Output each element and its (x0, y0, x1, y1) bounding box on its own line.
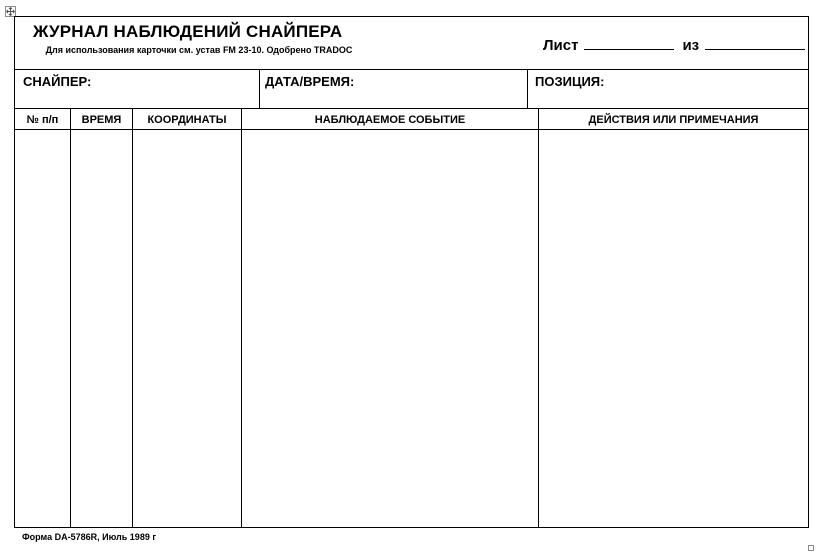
sheet-number (543, 35, 805, 54)
column-divider (70, 108, 71, 527)
sheet-number-field[interactable] (584, 35, 674, 50)
column-header-coordinates: КООРДИНАТЫ (147, 113, 227, 126)
header-divider (15, 69, 808, 70)
form-footer: Форма DA-5786R, Июль 1989 г (22, 532, 157, 542)
form-title: ЖУРНАЛ НАБЛЮДЕНИЙ СНАЙПЕРА (33, 22, 343, 41)
table-resize-handle[interactable] (808, 545, 814, 551)
sniper-field-label: СНАЙПЕР: (23, 74, 92, 89)
sniper-log-form (14, 16, 809, 528)
column-header-time: ВРЕМЯ (81, 113, 122, 126)
column-divider (241, 108, 242, 527)
sheet-total-field[interactable] (705, 35, 805, 50)
column-divider (132, 108, 133, 527)
field-divider (527, 69, 528, 108)
field-divider (259, 69, 260, 108)
form-subtitle: Для использования карточки см. устав FM 23-10. Одобрено TRADOC (45, 45, 353, 55)
position-field-label: ПОЗИЦИЯ: (535, 74, 605, 89)
sheet-label: Лист (543, 37, 579, 54)
column-header-number: № п/п (26, 113, 59, 126)
column-header-actions-notes: ДЕЙСТВИЯ ИЛИ ПРИМЕЧАНИЯ (588, 113, 759, 126)
of-label: из (682, 37, 700, 54)
column-header-observed-event: НАБЛЮДАЕМОЕ СОБЫТИЕ (314, 113, 466, 126)
column-divider (538, 108, 539, 527)
datetime-field-label: ДАТА/ВРЕМЯ: (265, 74, 355, 89)
